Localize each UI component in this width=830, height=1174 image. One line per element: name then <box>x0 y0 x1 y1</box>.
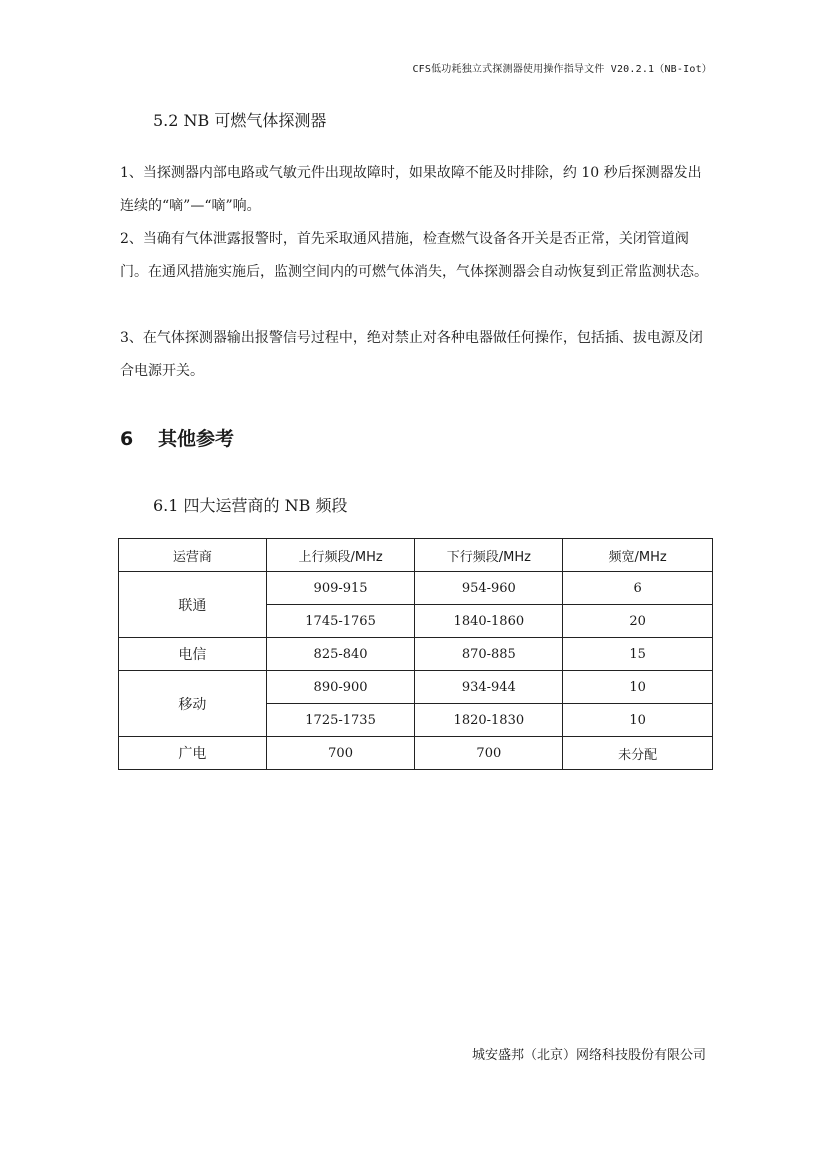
table-row <box>119 671 713 704</box>
section-6-number: 6 <box>120 428 134 450</box>
uplink-cell: 1725-1735 <box>266 704 415 737</box>
document-header: CFS低功耗独立式探测器使用操作指导文件 V20.2.1（NB-Iot） <box>412 64 712 75</box>
operator-cell: 广电 <box>119 737 267 770</box>
header-uplink: 上行频段/MHz <box>266 539 415 572</box>
operator-cell: 移动 <box>119 671 267 737</box>
table-row <box>119 572 713 605</box>
downlink-cell: 934-944 <box>415 671 563 704</box>
bandwidth-cell: 20 <box>563 605 713 638</box>
section-6-1-heading: 6.1 四大运营商的 NB 频段 <box>153 496 348 515</box>
paragraph-1: 1、当探测器内部电路或气敏元件出现故障时，如果故障不能及时排除，约 10 秒后探测器发出连续的“嘀”—“嘀”响。 <box>120 165 702 214</box>
downlink-cell: 954-960 <box>415 572 563 605</box>
section-6-title: 其他参考 <box>158 428 235 450</box>
operator-cell: 电信 <box>119 638 267 671</box>
downlink-cell: 1840-1860 <box>415 605 563 638</box>
bandwidth-cell: 10 <box>563 704 713 737</box>
downlink-cell: 1820-1830 <box>415 704 563 737</box>
uplink-cell: 700 <box>266 737 415 770</box>
section-6-heading <box>120 424 234 451</box>
table-row <box>119 638 713 671</box>
paragraph-2: 2、当确有气体泄露报警时，首先采取通风措施，检查燃气设备各开关是否正常，关闭管道阀门。在通风措施实施后，监测空间内的可燃气体消失，气体探测器会自动恢复到正常监测状态。 <box>120 231 708 280</box>
bandwidth-cell: 未分配 <box>563 737 713 770</box>
downlink-cell: 700 <box>415 737 563 770</box>
company-footer: 城安盛邦（北京）网络科技股份有限公司 <box>471 1048 706 1063</box>
bandwidth-cell: 6 <box>563 572 713 605</box>
uplink-cell: 890-900 <box>266 671 415 704</box>
table-row <box>119 737 713 770</box>
bandwidth-cell: 15 <box>563 638 713 671</box>
uplink-cell: 825-840 <box>266 638 415 671</box>
table-header-row <box>119 539 713 572</box>
paragraph-3: 3、在气体探测器输出报警信号过程中，绝对禁止对各种电器做任何操作，包括插、拔电源及闭合电源开关。 <box>120 330 703 379</box>
header-bandwidth: 频宽/MHz <box>563 539 713 572</box>
uplink-cell: 1745-1765 <box>266 605 415 638</box>
header-downlink: 下行频段/MHz <box>415 539 563 572</box>
frequency-band-table <box>118 538 713 770</box>
uplink-cell: 909-915 <box>266 572 415 605</box>
bandwidth-cell: 10 <box>563 671 713 704</box>
header-operator: 运营商 <box>119 539 267 572</box>
operator-cell: 联通 <box>119 572 267 638</box>
downlink-cell: 870-885 <box>415 638 563 671</box>
section-5-2-heading: 5.2 NB 可燃气体探测器 <box>153 111 327 130</box>
